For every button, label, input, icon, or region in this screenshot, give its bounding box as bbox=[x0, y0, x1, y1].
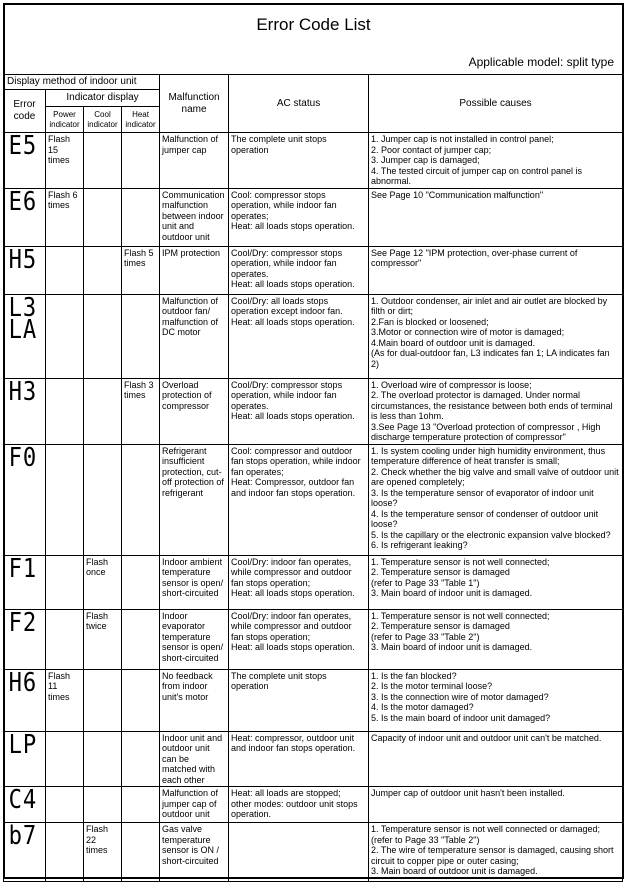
status-cell: Cool/Dry: compressor stops operation, while indoor fan operates. Heat: all loads stops operation. bbox=[229, 378, 369, 444]
power-cell bbox=[46, 444, 84, 555]
error-code-cell: F0 bbox=[4, 444, 40, 555]
error-code-cell: E5 bbox=[4, 133, 40, 189]
status-cell: The complete unit stops operation bbox=[229, 133, 369, 189]
status-cell: Heat: all loads are stopped; other modes: outdoor unit stops operation. bbox=[229, 787, 369, 823]
name-cell: Gas valve temperature sensor is ON / short-circuited bbox=[160, 823, 229, 882]
cool-cell: Flash once bbox=[84, 555, 122, 609]
cool-cell bbox=[84, 294, 122, 378]
heat-cell bbox=[122, 669, 160, 731]
heat-cell bbox=[122, 188, 160, 246]
error-code-cell: H3 bbox=[4, 378, 40, 444]
table-row bbox=[4, 669, 623, 731]
table-row bbox=[4, 731, 623, 787]
status-cell: Heat: compressor, outdoor unit and indoor fan stops operation. bbox=[229, 731, 369, 787]
name-cell: Overload protection of compressor bbox=[160, 378, 229, 444]
cool-cell bbox=[84, 669, 122, 731]
status-cell: Cool/Dry: indoor fan operates, while compressor and outdoor fan stops operation; Heat: all loads stops operation. bbox=[229, 555, 369, 609]
error-code-cell: H5 bbox=[4, 246, 40, 294]
header-power-indicator: Power indicator bbox=[46, 107, 84, 133]
table-row bbox=[4, 378, 623, 444]
causes-cell: 1. Jumper cap is not installed in control panel; 2. Poor contact of jumper cap; 3. Jumper cap is damaged; 4. The tested circuit of jumper cap on control panel is abnormal. bbox=[369, 133, 623, 189]
causes-cell: Capacity of indoor unit and outdoor unit can't be matched. bbox=[369, 731, 623, 787]
name-cell: No feedback from indoor unit's motor bbox=[160, 669, 229, 731]
error-code-cell: b7 bbox=[4, 823, 40, 882]
causes-cell: 1. Is the fan blocked? 2. Is the motor terminal loose? 3. Is the connection wire of motor damaged? 4. Is the motor damaged? 5. Is the main board of indoor unit damaged? bbox=[369, 669, 623, 731]
power-cell bbox=[46, 294, 84, 378]
name-cell: Refrigerant insufficient protection, cut-off protection of refrigerant bbox=[160, 444, 229, 555]
heat-cell bbox=[122, 823, 160, 882]
causes-cell: 1. Temperature sensor is not well connected or damaged; (refer to Page 33 "Table 2") 2. The wire of temperature sensor is damaged, causing short circuit to copper pipe or outer casing; 3. Main board of outdoor unit is damaged. bbox=[369, 823, 623, 882]
power-cell: Flash 11 times bbox=[46, 669, 84, 731]
table-row bbox=[4, 444, 623, 555]
power-cell bbox=[46, 555, 84, 609]
error-code-cell: L3 LA bbox=[4, 294, 40, 378]
power-cell bbox=[46, 609, 84, 669]
header-possible-causes: Possible causes bbox=[369, 75, 623, 133]
table-row bbox=[4, 133, 623, 189]
header-cool-indicator: Cool indicator bbox=[84, 107, 122, 133]
heat-cell: Flash 3 times bbox=[122, 378, 160, 444]
name-cell: Malfunction of jumper cap bbox=[160, 133, 229, 189]
applicable-model: Applicable model: split type bbox=[468, 55, 614, 69]
status-cell: Cool/Dry: compressor stops operation, while indoor fan operates. Heat: all loads stops operation. bbox=[229, 246, 369, 294]
causes-cell: Jumper cap of outdoor unit hasn't been installed. bbox=[369, 787, 623, 823]
table-row bbox=[4, 188, 623, 246]
power-cell bbox=[46, 246, 84, 294]
status-cell: Cool: compressor and outdoor fan stops operation, while indoor fan operates; Heat: Compressor, outdoor fan and indoor fan stops operation. bbox=[229, 444, 369, 555]
cool-cell bbox=[84, 378, 122, 444]
table-row bbox=[4, 609, 623, 669]
error-code-cell: LP bbox=[4, 731, 40, 787]
cool-cell bbox=[84, 133, 122, 189]
status-cell bbox=[229, 823, 369, 882]
causes-cell: 1. Overload wire of compressor is loose; 2. The overload protector is damaged. Under normal circumstances, the resistance between both ends of terminal is less than 1ohm. 3.See Page 13 "Overload protection of compressor , High discharge temperature protection of compressor" bbox=[369, 378, 623, 444]
error-code-table bbox=[3, 74, 623, 882]
heat-cell bbox=[122, 294, 160, 378]
cool-cell: Flash twice bbox=[84, 609, 122, 669]
cool-cell bbox=[84, 188, 122, 246]
heat-cell: Flash 5 times bbox=[122, 246, 160, 294]
name-cell: Malfunction of jumper cap of outdoor unit bbox=[160, 787, 229, 823]
name-cell: Malfunction of outdoor fan/ malfunction of DC motor bbox=[160, 294, 229, 378]
causes-cell: 1. Temperature sensor is not well connected; 2. Temperature sensor is damaged (refer to Page 33 "Table 1") 3. Main board of indoor unit is damaged. bbox=[369, 555, 623, 609]
error-code-cell: E6 bbox=[4, 188, 40, 246]
power-cell: Flash 6 times bbox=[46, 188, 84, 246]
cool-cell bbox=[84, 731, 122, 787]
cool-cell: Flash 22 times bbox=[84, 823, 122, 882]
name-cell: Indoor ambient temperature sensor is open/ short-circuited bbox=[160, 555, 229, 609]
error-code-cell: F2 bbox=[4, 609, 40, 669]
header-error-code: Error code bbox=[4, 90, 46, 133]
causes-cell: 1. Temperature sensor is not well connected; 2. Temperature sensor is damaged (refer to Page 33 "Table 2") 3. Main board of indoor unit is damaged. bbox=[369, 609, 623, 669]
name-cell: Communication malfunction between indoor unit and outdoor unit bbox=[160, 188, 229, 246]
header-malfunction-name: Malfunction name bbox=[160, 75, 229, 133]
heat-cell bbox=[122, 444, 160, 555]
causes-cell: 1. Is system cooling under high humidity environment, thus temperature difference of heat transfer is small; 2. Check whether the big valve and small valve of outdoor unit are opened completely; 3. Is the temperature sensor of evaporator of indoor unit loose? 4. Is the temperature sensor of condenser of outdoor unit loose? 5. Is the capillary or the electronic expansion valve blocked? 6. Is refrigerant leaking? bbox=[369, 444, 623, 555]
page-title: Error Code List bbox=[256, 15, 371, 34]
table-row bbox=[4, 294, 623, 378]
status-cell: Cool/Dry: all loads stops operation except indoor fan. Heat: all loads stops operation. bbox=[229, 294, 369, 378]
error-code-cell: C4 bbox=[4, 787, 40, 823]
error-code-cell: H6 bbox=[4, 669, 40, 731]
name-cell: Indoor unit and outdoor unit can be matched with each other bbox=[160, 731, 229, 787]
cool-cell bbox=[84, 246, 122, 294]
status-cell: Cool: compressor stops operation, while indoor fan operates; Heat: all loads stops operation. bbox=[229, 188, 369, 246]
causes-cell: 1. Outdoor condenser, air inlet and air outlet are blocked by filth or dirt; 2.Fan is blocked or loosened; 3.Motor or connection wire of motor is damaged; 4.Main board of outdoor unit is damaged. (As for dual-outdoor fan, L3 indicates fan 1; LA indicates fan 2) bbox=[369, 294, 623, 378]
table-row bbox=[4, 246, 623, 294]
power-cell bbox=[46, 378, 84, 444]
cool-cell bbox=[84, 787, 122, 823]
error-code-cell: F1 bbox=[4, 555, 40, 609]
heat-cell bbox=[122, 133, 160, 189]
causes-cell: See Page 10 "Communication malfunction" bbox=[369, 188, 623, 246]
table-row bbox=[4, 555, 623, 609]
table-row bbox=[4, 787, 623, 823]
power-cell bbox=[46, 787, 84, 823]
heat-cell bbox=[122, 609, 160, 669]
heat-cell bbox=[122, 555, 160, 609]
status-cell: Cool/Dry: indoor fan operates, while compressor and outdoor fan stops operation; Heat: all loads stops operation. bbox=[229, 609, 369, 669]
name-cell: IPM protection bbox=[160, 246, 229, 294]
header-ac-status: AC status bbox=[229, 75, 369, 133]
header-display-method: Display method of indoor unit bbox=[4, 75, 160, 90]
heat-cell bbox=[122, 787, 160, 823]
power-cell bbox=[46, 823, 84, 882]
status-cell: The complete unit stops operation bbox=[229, 669, 369, 731]
header-heat-indicator: Heat indicator bbox=[122, 107, 160, 133]
table-row bbox=[4, 823, 623, 882]
causes-cell: See Page 12 "IPM protection, over-phase current of compressor" bbox=[369, 246, 623, 294]
power-cell bbox=[46, 731, 84, 787]
power-cell: Flash 15 times bbox=[46, 133, 84, 189]
cool-cell bbox=[84, 444, 122, 555]
heat-cell bbox=[122, 731, 160, 787]
name-cell: Indoor evaporator temperature sensor is open/ short-circuited bbox=[160, 609, 229, 669]
header-indicator-display: Indicator display bbox=[46, 90, 160, 107]
